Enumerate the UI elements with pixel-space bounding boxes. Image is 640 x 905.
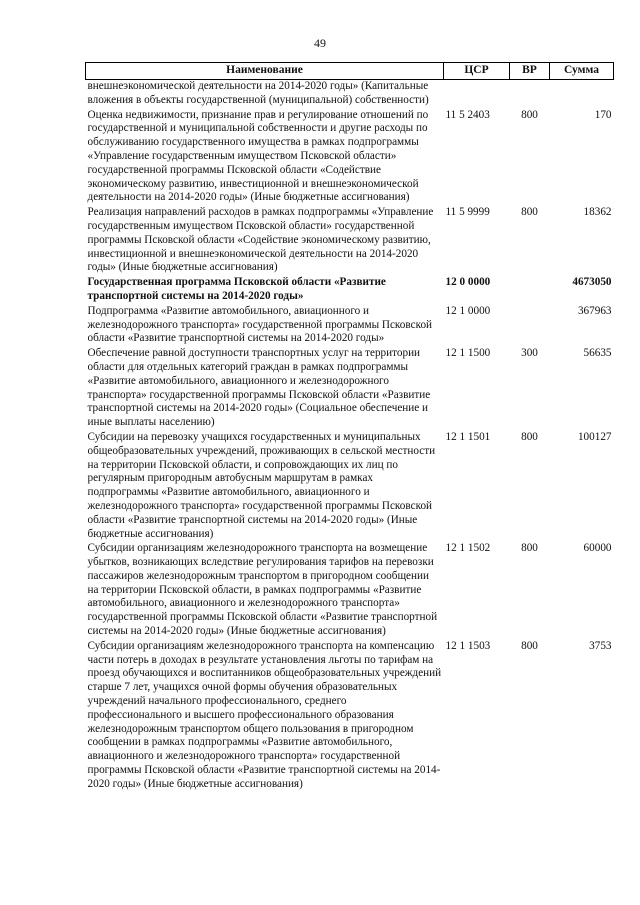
budget-table bbox=[85, 62, 614, 792]
row-name: Обеспечение равной доступности транспортных услуг на территории области для отдельных категорий граждан в рамках подпрограммы «Развитие автомобильного, авиационного и железнодорожного транспорта» государственной программы Псковской области «Развитие транспортной системы на 2014-2020 годы» (Социальное обеспечение и иные выплаты населению) bbox=[87, 347, 431, 429]
header-sum: Сумма bbox=[550, 63, 614, 80]
table-body bbox=[86, 80, 614, 792]
row-vr: 800 bbox=[521, 639, 538, 652]
header-name: Наименование bbox=[86, 63, 444, 80]
table-row bbox=[86, 205, 614, 275]
row-sum: 4673050 bbox=[572, 276, 612, 289]
row-name: Оценка недвижимости, признание прав и регулирование отношений по государственной и муниципальной собственности и другие расходы по обслуживанию государственного имущества в рамках подпрограммы «Управление государственным имуществом Псковской области» государственной программы Псковской области «Содействие экономическому развитию, инвестиционной и внешнеэкономической деятельности на 2014-2020 годы» (Иные бюджетные ассигнования) bbox=[87, 108, 429, 204]
row-vr: 800 bbox=[521, 206, 538, 219]
table-row bbox=[86, 346, 614, 430]
row-vr bbox=[510, 80, 550, 108]
row-vr: 800 bbox=[521, 542, 538, 555]
row-csr bbox=[444, 80, 510, 108]
row-name: Субсидии на перевозку учащихся государственных и муниципальных общеобразовательных учреждений, проживающих в сельской местности на территории Псковской области, и сопровождающих их лиц по регулярным пригородным автобусным маршрутам в рамках подпрограммы «Развитие автомобильного, авиационного и железнодорожного транспорта» государственной программы Псковской области «Развитие транспортной системы на 2014-2020 годы» (Иные бюджетные ассигнования) bbox=[87, 430, 436, 540]
row-name: Субсидии организациям железнодорожного транспорта на компенсацию части потерь в доходах в результате установления льготы по тарифам на проезд обучающихся и воспитанников общеобразовательных учреждений старше 7 лет, учащихся очной формы обучения образовательных учреждений начального профессионального, среднего профессионального и высшего профессионального образования железнодорожным транспортом общего пользования в пригородном сообщении в рамках подпрограммы «Развитие автомобильного, авиационного и железнодорожного транспорта» государственной программы Псковской области «Развитие транспортной системы на 2014-2020 годы» (Иные бюджетные ассигнования) bbox=[87, 639, 442, 790]
page-number: 49 bbox=[314, 36, 326, 50]
row-vr bbox=[510, 304, 550, 346]
table-row bbox=[86, 304, 614, 346]
table-row bbox=[86, 108, 614, 206]
table-row bbox=[86, 430, 614, 541]
table-header bbox=[86, 63, 614, 80]
row-name: Реализация направлений расходов в рамках подпрограммы «Управление государственным имуществом Псковской области» государственной программы Псковской области «Содействие экономическому развитию, инвестиционной и внешнеэкономической деятельности на 2014-2020 годы» (Иные бюджетные ассигнования) bbox=[87, 206, 434, 274]
row-name: Субсидии организациям железнодорожного транспорта на возмещение убытков, возникающих вследствие регулирования тарифов на перевозки пассажиров железнодорожным транспортом в пригородном сообщении на территории Псковской области, в рамках подпрограммы «Развитие автомобильного, авиационного и железнодорожного транспорта» государственной программы Псковской области «Развитие транспортной системы на 2014-2020 годы» (Иные бюджетные ассигнования) bbox=[87, 542, 438, 638]
row-sum: 60000 bbox=[583, 542, 612, 555]
row-sum: 18362 bbox=[583, 206, 612, 219]
row-vr: 800 bbox=[521, 108, 538, 121]
table-row bbox=[86, 275, 614, 304]
row-sum: 56635 bbox=[583, 347, 612, 360]
row-csr: 12 1 1500 bbox=[445, 347, 491, 360]
row-csr: 12 1 1502 bbox=[445, 542, 491, 555]
row-csr: 12 0 0000 bbox=[445, 276, 491, 289]
table-row bbox=[86, 639, 614, 792]
row-vr: 800 bbox=[521, 430, 538, 443]
header-csr: ЦСР bbox=[444, 63, 510, 80]
row-sum: 367963 bbox=[577, 304, 612, 317]
row-name: внешнеэкономической деятельности на 2014-2020 годы» (Капитальные вложения в объекты государственной (муниципальной) собственности) bbox=[87, 80, 429, 106]
table-row bbox=[86, 541, 614, 639]
row-sum: 100127 bbox=[577, 430, 612, 443]
row-sum: 3753 bbox=[589, 639, 612, 652]
table-row bbox=[86, 80, 614, 108]
row-vr bbox=[510, 275, 550, 304]
row-sum: 170 bbox=[594, 108, 612, 121]
row-csr: 12 1 0000 bbox=[445, 304, 491, 317]
row-csr: 11 5 9999 bbox=[445, 206, 490, 219]
row-csr: 12 1 1501 bbox=[445, 430, 491, 443]
row-name: Подпрограмма «Развитие автомобильного, авиационного и железнодорожного транспорта» государственной программы Псковской области «Развитие транспортной системы на 2014-2020 годы» bbox=[87, 304, 433, 345]
row-vr: 300 bbox=[521, 347, 538, 360]
row-sum bbox=[550, 80, 614, 108]
header-vr: ВР bbox=[510, 63, 550, 80]
row-csr: 11 5 2403 bbox=[445, 108, 490, 121]
row-name: Государственная программа Псковской области «Развитие транспортной системы на 2014-2020 годы» bbox=[87, 276, 386, 302]
row-csr: 12 1 1503 bbox=[445, 639, 491, 652]
